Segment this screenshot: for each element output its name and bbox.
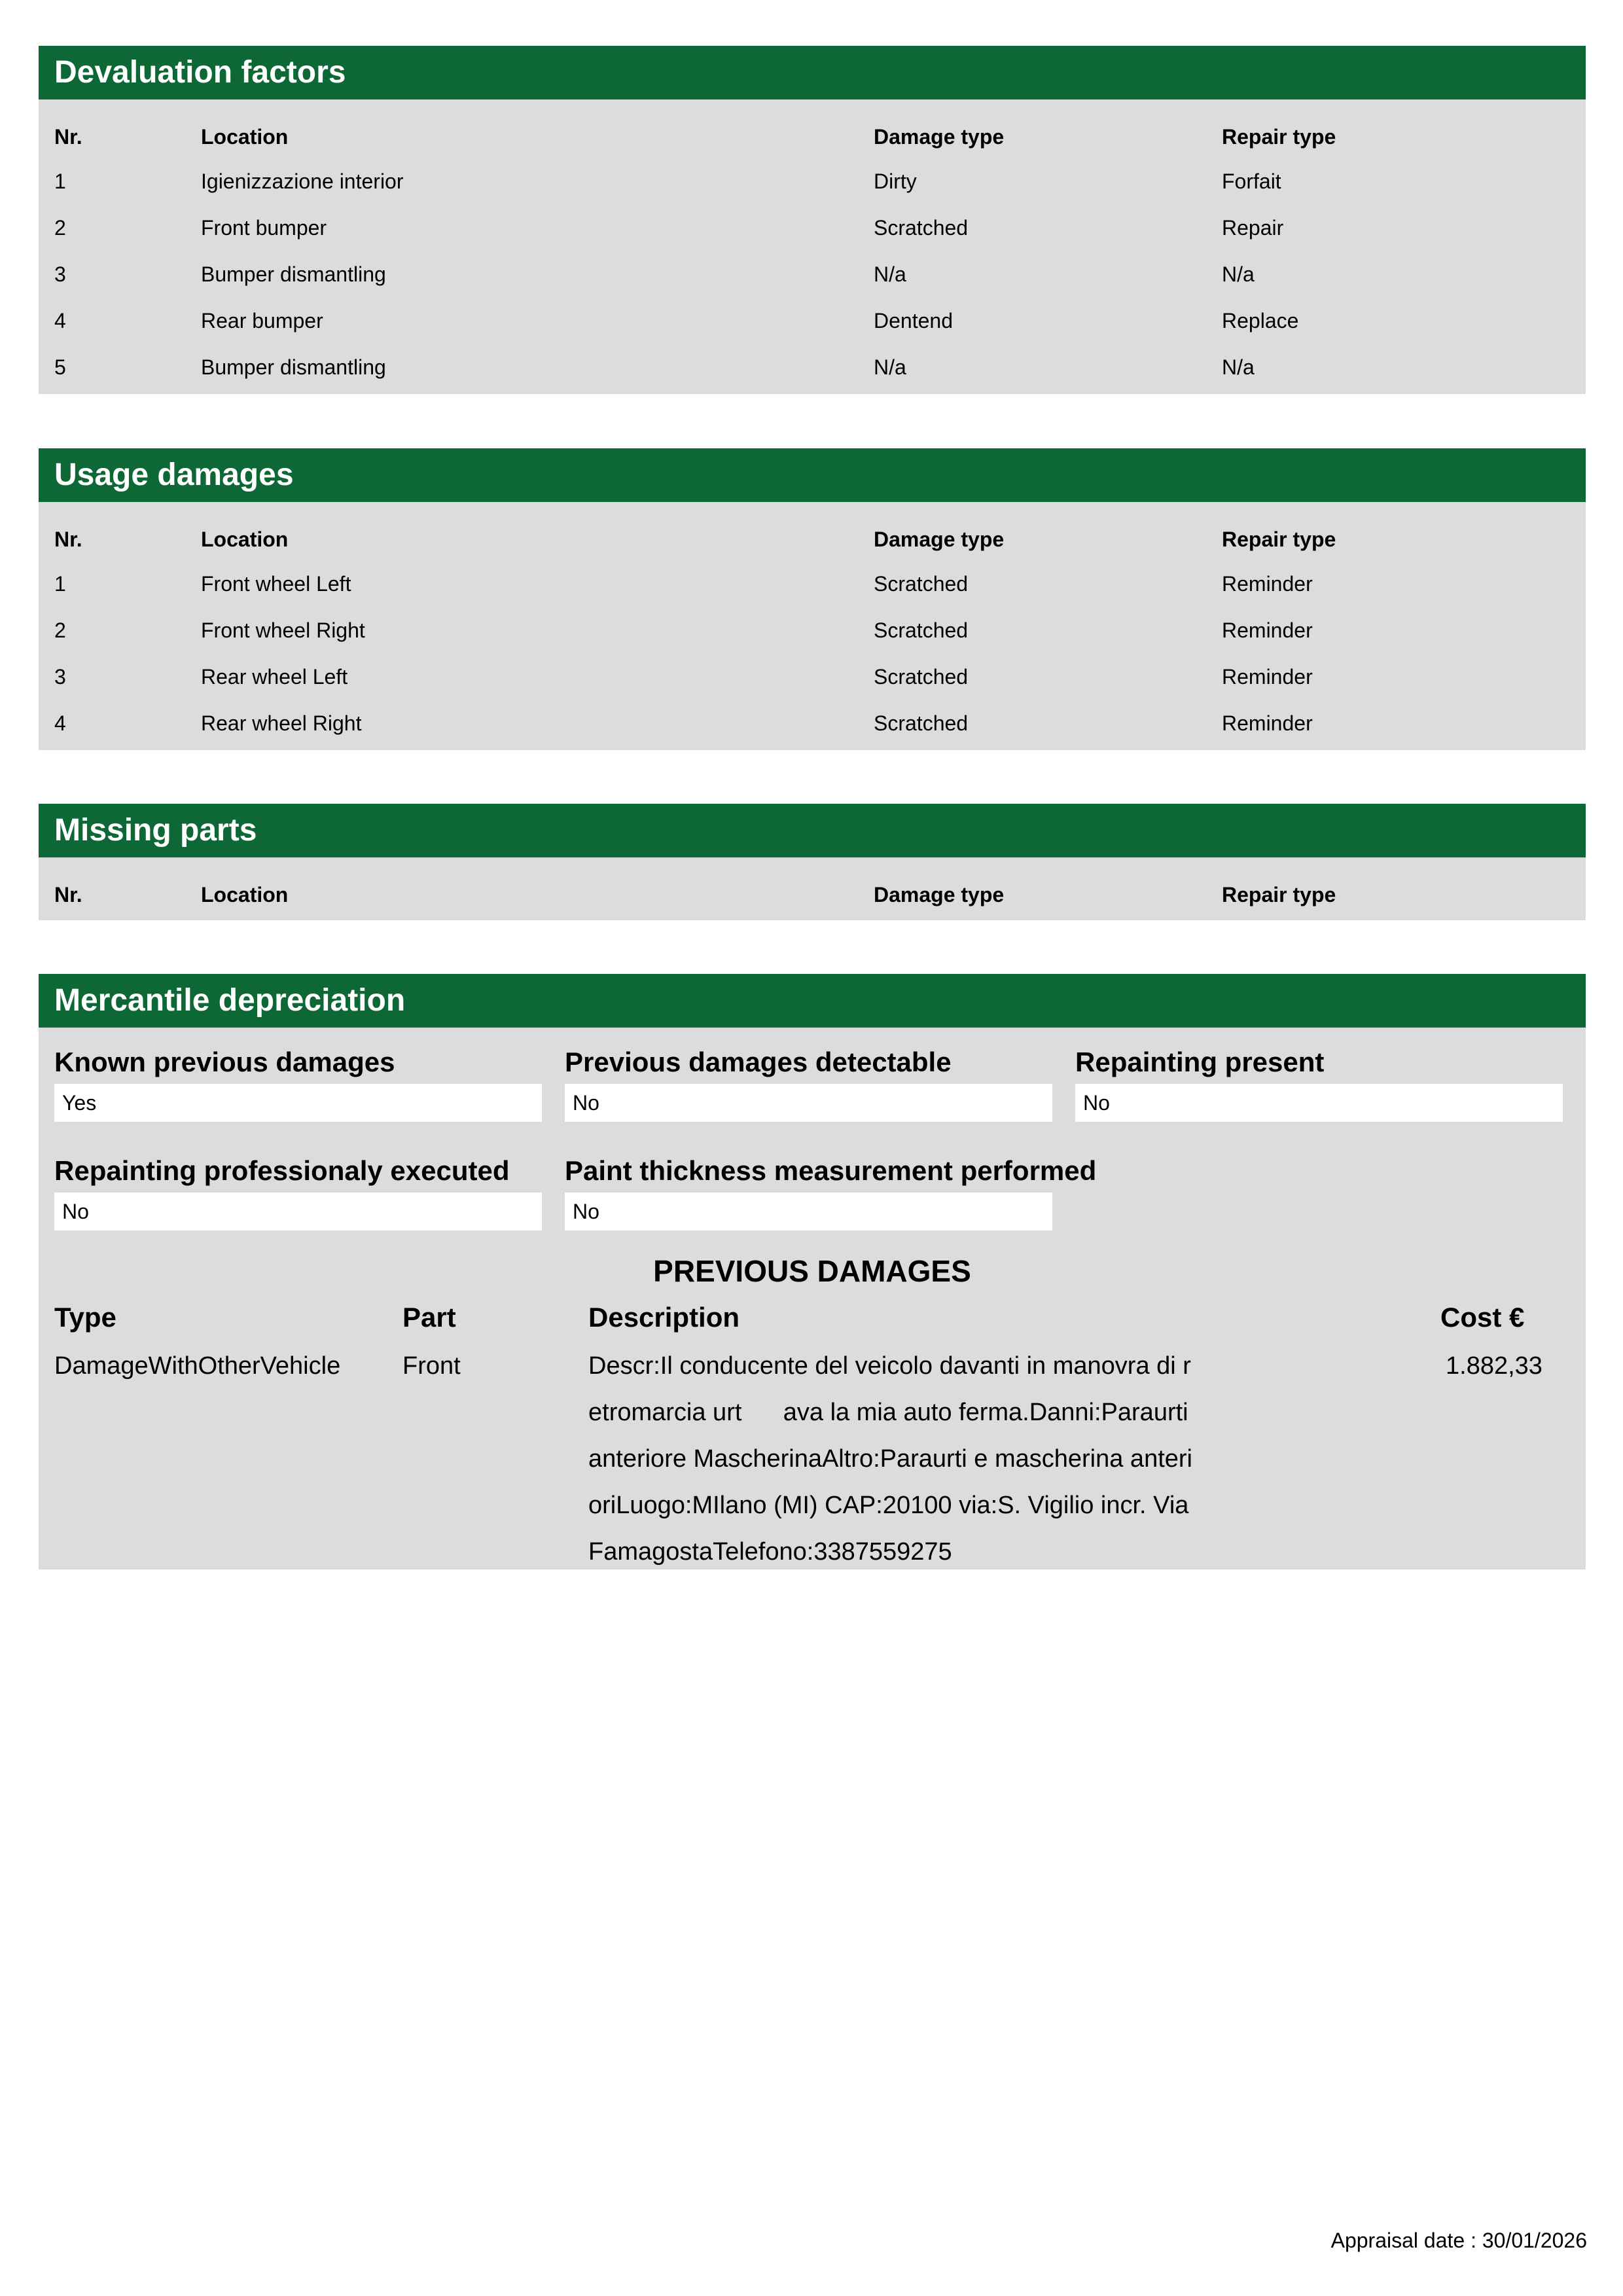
- cell-cost: 1.882,33: [1446, 1352, 1543, 1380]
- cell-damage-type: N/a: [874, 355, 906, 379]
- cell-nr: 4: [54, 711, 66, 735]
- cell-damage-type: Scratched: [874, 216, 969, 240]
- section-title: Usage damages: [39, 448, 1586, 502]
- cell-nr: 3: [54, 665, 66, 689]
- cell-damage-type: Dentend: [874, 309, 953, 332]
- column-header-location: Location: [201, 124, 289, 149]
- section-title: Devaluation factors: [39, 46, 1586, 99]
- column-header-repair-type: Repair type: [1222, 124, 1336, 149]
- previous-damages-detectable-field: [565, 1046, 1052, 1122]
- field-value: No: [1075, 1084, 1563, 1122]
- table-row: [39, 700, 1586, 747]
- column-header-nr: Nr.: [54, 882, 82, 906]
- table-header-row: [39, 502, 1586, 561]
- cell-nr: 2: [54, 216, 66, 240]
- column-header-type: Type: [54, 1302, 116, 1333]
- devaluation-table: [39, 99, 1586, 391]
- mercantile-depreciation-section: [39, 974, 1586, 1570]
- usage-table: [39, 502, 1586, 747]
- cell-type: DamageWithOtherVehicle: [54, 1352, 341, 1380]
- table-header-row: [39, 857, 1586, 916]
- table-row: [39, 654, 1586, 700]
- column-header-location: Location: [201, 527, 289, 551]
- field-label: Previous damages detectable: [565, 1047, 952, 1077]
- cell-repair-type: Reminder: [1222, 711, 1313, 735]
- appraisal-date: Appraisal date : 30/01/2026: [1330, 2229, 1587, 2252]
- field-label: Repainting professionaly executed: [54, 1155, 510, 1186]
- repainting-present-field: [1075, 1046, 1563, 1122]
- column-header-damage-type: Damage type: [874, 124, 1005, 149]
- paint-thickness-field: [565, 1155, 1097, 1230]
- cell-location: Rear wheel Left: [201, 665, 348, 689]
- missing-parts-table: [39, 857, 1586, 916]
- cell-repair-type: Forfait: [1222, 170, 1281, 193]
- table-row: [39, 344, 1586, 391]
- cell-damage-type: Scratched: [874, 619, 969, 642]
- column-header-repair-type: Repair type: [1222, 882, 1336, 906]
- table-header-row: [39, 99, 1586, 158]
- cell-repair-type: Reminder: [1222, 572, 1313, 596]
- table-row: [39, 298, 1586, 344]
- cell-repair-type: N/a: [1222, 355, 1255, 379]
- cell-damage-type: N/a: [874, 262, 906, 286]
- cell-nr: 1: [54, 572, 66, 596]
- previous-damage-row: [39, 1343, 1586, 1572]
- cell-damage-type: Scratched: [874, 572, 969, 596]
- column-header-part: Part: [402, 1302, 456, 1333]
- field-label: Paint thickness measurement performed: [565, 1155, 1097, 1186]
- field-value: No: [54, 1193, 542, 1230]
- column-header-nr: Nr.: [54, 527, 82, 551]
- column-header-nr: Nr.: [54, 124, 82, 149]
- table-row: [39, 205, 1586, 251]
- field-label: Known previous damages: [54, 1047, 395, 1077]
- field-value: Yes: [54, 1084, 542, 1122]
- cell-location: Bumper dismantling: [201, 262, 386, 286]
- previous-damages-header-row: [39, 1292, 1586, 1343]
- previous-damages-title: PREVIOUS DAMAGES: [653, 1254, 971, 1288]
- section-title: Missing parts: [39, 804, 1586, 857]
- repainting-professional-field: [54, 1155, 542, 1230]
- column-header-location: Location: [201, 882, 289, 906]
- table-row: [39, 158, 1586, 205]
- cell-damage-type: Scratched: [874, 711, 969, 735]
- cell-nr: 2: [54, 619, 66, 642]
- cell-location: Front wheel Left: [201, 572, 351, 596]
- cell-nr: 3: [54, 262, 66, 286]
- cell-repair-type: N/a: [1222, 262, 1255, 286]
- field-value: No: [565, 1084, 1052, 1122]
- table-row: [39, 251, 1586, 298]
- column-header-repair-type: Repair type: [1222, 527, 1336, 551]
- cell-location: Rear bumper: [201, 309, 323, 332]
- cell-repair-type: Replace: [1222, 309, 1299, 332]
- table-row: [39, 561, 1586, 607]
- section-title: Mercantile depreciation: [39, 974, 1586, 1028]
- cell-damage-type: Dirty: [874, 170, 917, 193]
- field-value: No: [565, 1193, 1052, 1230]
- cell-damage-type: Scratched: [874, 665, 969, 689]
- cell-nr: 1: [54, 170, 66, 193]
- cell-nr: 5: [54, 355, 66, 379]
- column-header-cost: Cost €: [1440, 1302, 1525, 1333]
- cell-location: Igienizzazione interior: [201, 170, 404, 193]
- table-row: [39, 607, 1586, 654]
- missing-parts-section: [39, 804, 1586, 920]
- known-previous-damages-field: [54, 1046, 542, 1122]
- cell-location: Bumper dismantling: [201, 355, 386, 379]
- cell-location: Front wheel Right: [201, 619, 365, 642]
- field-label: Repainting present: [1075, 1047, 1325, 1077]
- cell-description: Descr:Il conducente del veicolo davanti in manovra di retromarcia urt ava la mia auto ferma.Danni:Paraurti anteriore MascherinaAltro:Paraurti e mascherina anterioriLuogo:MIlano (MI) CAP:20100 via:S. Vigilio incr. Via FamagostaTelefono:3387559275: [588, 1352, 1196, 1566]
- cell-part: Front: [402, 1352, 461, 1380]
- usage-damages-section: [39, 448, 1586, 750]
- cell-location: Rear wheel Right: [201, 711, 362, 735]
- column-header-damage-type: Damage type: [874, 882, 1005, 906]
- cell-location: Front bumper: [201, 216, 327, 240]
- cell-repair-type: Repair: [1222, 216, 1284, 240]
- depreciation-fields: [39, 1028, 1586, 1250]
- cell-nr: 4: [54, 309, 66, 332]
- column-header-description: Description: [588, 1302, 740, 1333]
- column-header-damage-type: Damage type: [874, 527, 1005, 551]
- devaluation-factors-section: [39, 46, 1586, 394]
- cell-repair-type: Reminder: [1222, 665, 1313, 689]
- cell-repair-type: Reminder: [1222, 619, 1313, 642]
